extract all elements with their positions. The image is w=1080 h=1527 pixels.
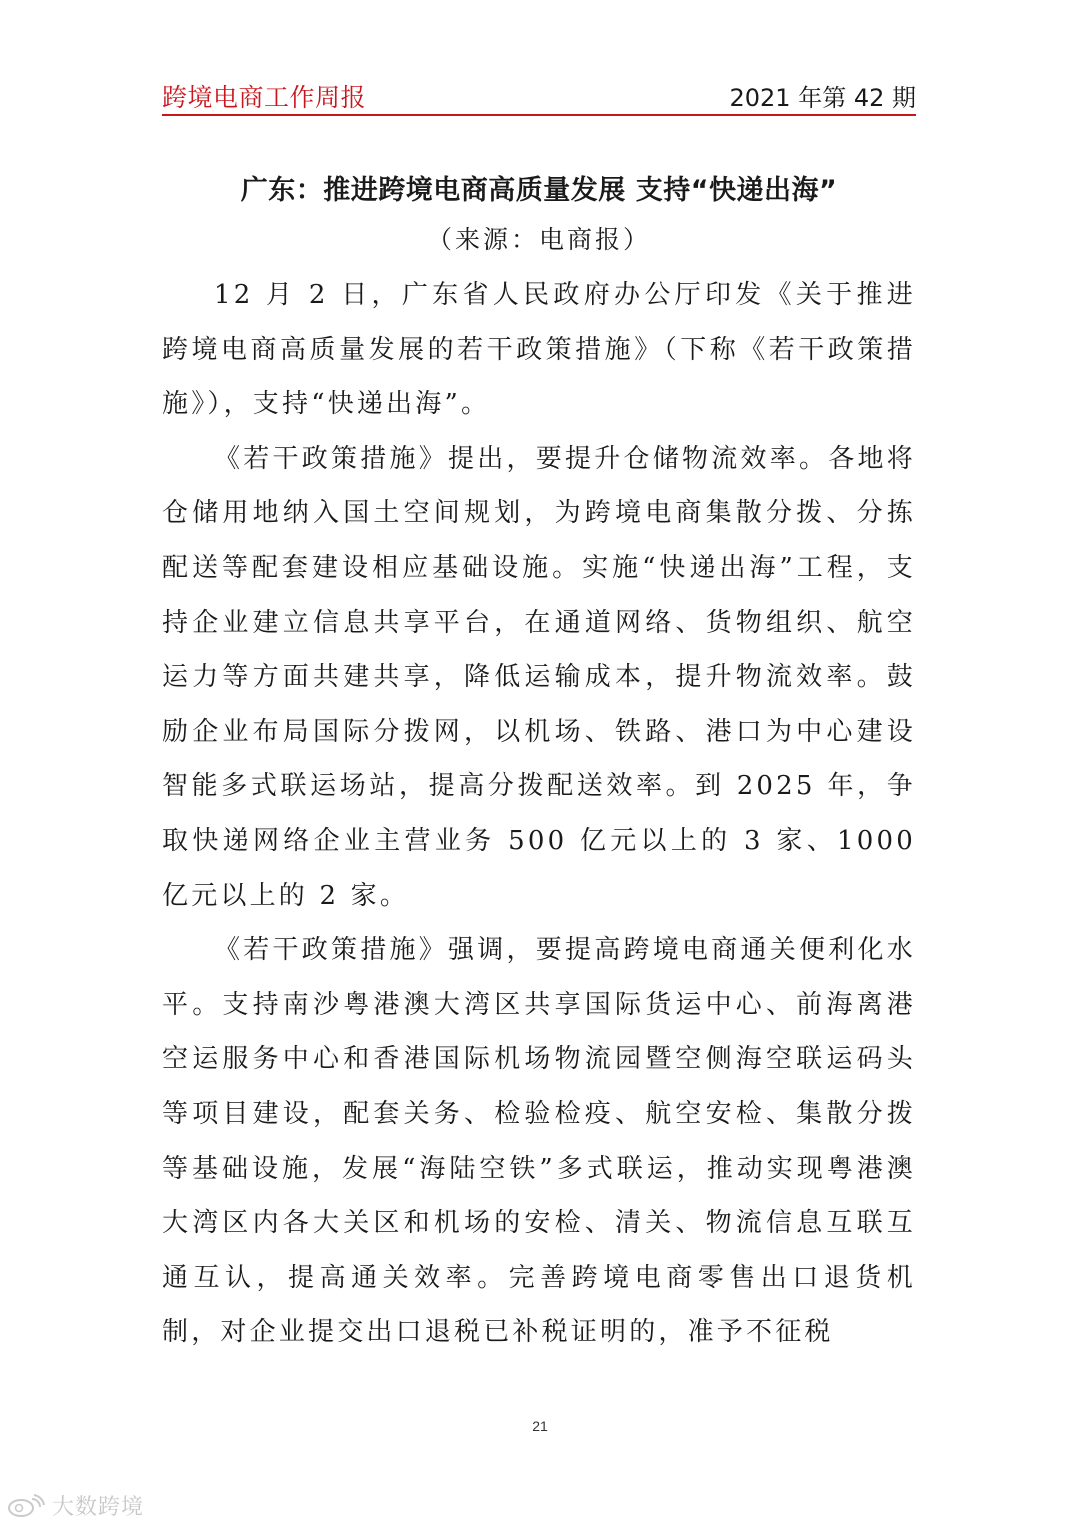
weibo-logo-icon [6,1493,46,1517]
watermark [6,1490,144,1520]
page-header [162,74,916,116]
page-number: 21 [532,1418,548,1434]
publication-name: 跨境电商工作周报 [162,83,367,112]
paragraph: 《若干政策措施》提出，要提升仓储物流效率。各地将仓储用地纳入国土空间规划，为跨境电商集散分拨、分拣配送等配套建设相应基础设施。实施“快递出海”工程，支持企业建立信息共享平台，在通道网络、货物组织、航空运力等方面共建共享，降低运输成本，提升物流效率。鼓励企业布局国际分拨网，以机场、铁路、港口为中心建设智能多式联运场站，提高分拨配送效率。到 2025 年，争取快递网络企业主营业务 500 亿元以上的 3 家、1000 亿元以上的 2 家。 [162,443,916,911]
paragraph: 12 月 2 日，广东省人民政府办公厅印发《关于推进跨境电商高质量发展的若干政策措施》（下称《若干政策措施》），支持“快递出海”。 [162,280,916,420]
issue-number: 2021 年第 42 期 [729,84,916,112]
article-source: （来源：电商报） [426,225,651,254]
article-title: 广东：推进跨境电商高质量发展 支持“快递出海” [240,175,838,206]
article-body [162,268,916,1360]
watermark-text: 大数跨境 [52,1494,145,1520]
paragraph: 《若干政策措施》强调，要提高跨境电商通关便利化水平。支持南沙粤港澳大湾区共享国际货运中心、前海离港空运服务中心和香港国际机场物流园暨空侧海空联运码头等项目建设，配套关务、检验检疫、航空安检、集散分拨等基础设施，发展“海陆空铁”多式联运，推动实现粤港澳大湾区内各大关区和机场的安检、清关、物流信息互联互通互认，提高通关效率。完善跨境电商零售出口退货机制，对企业提交出口退税已补税证明的，准予不征税 [162,935,916,1348]
